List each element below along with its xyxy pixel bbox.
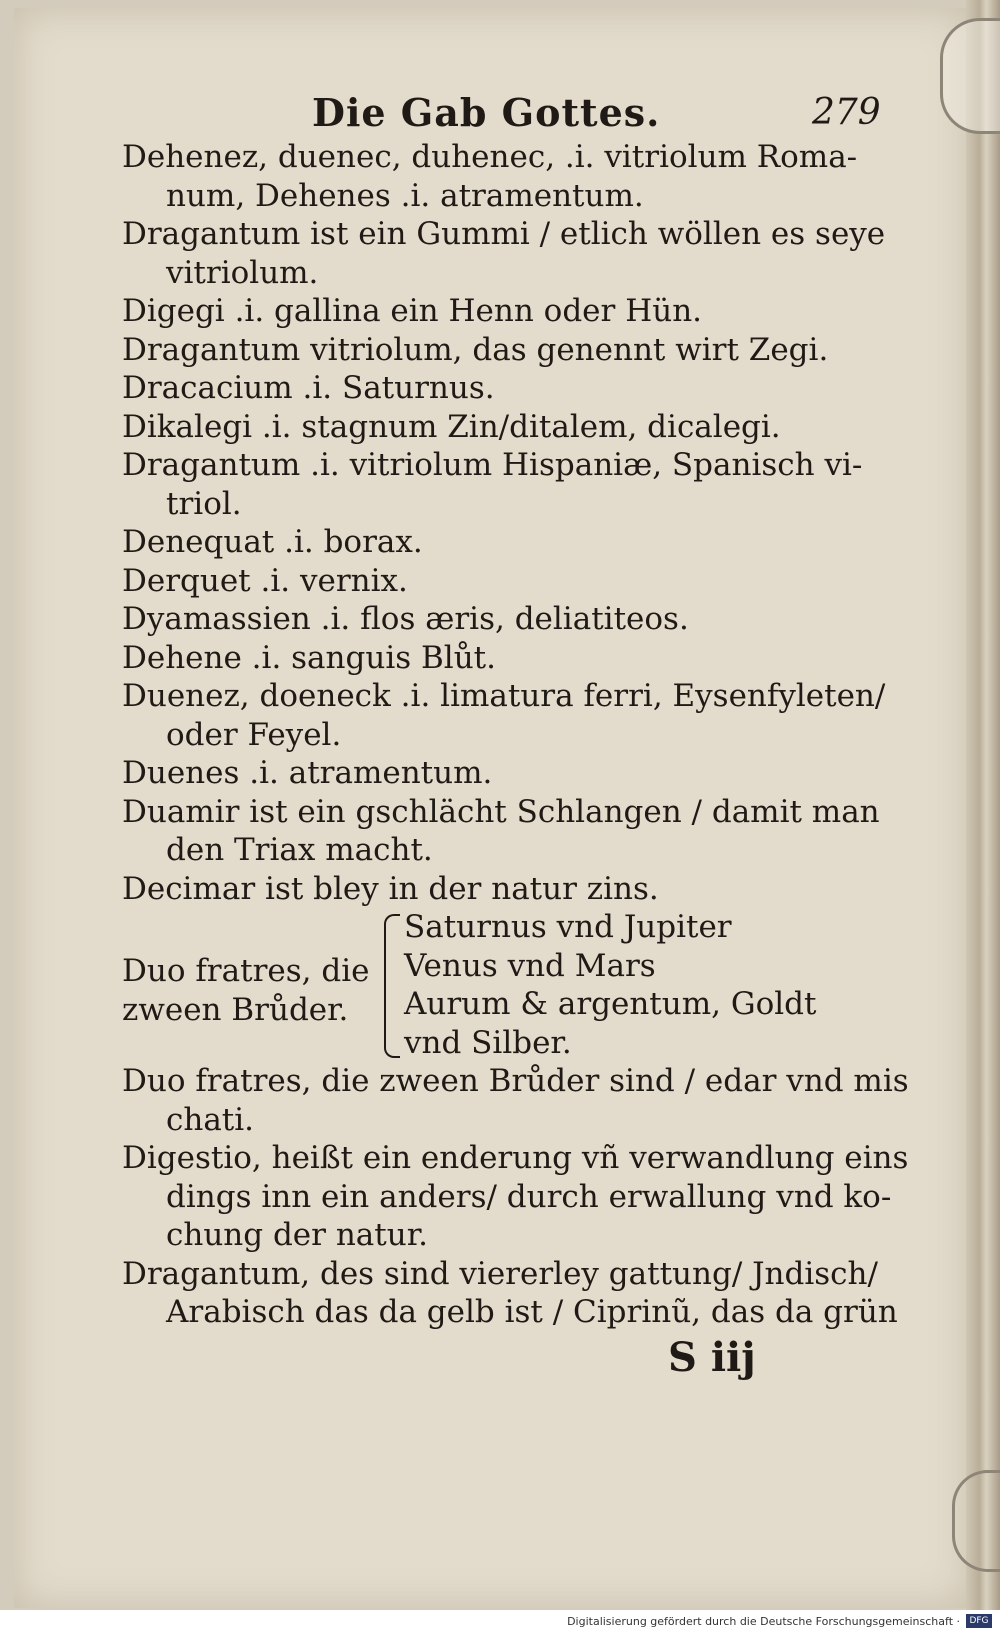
book-page <box>14 8 969 1608</box>
bracket-entry-definitions <box>404 908 816 1062</box>
bracket-term-line: Duo fratres, die <box>122 953 370 989</box>
footer-credit: Digitalisierung gefördert durch die Deutsche Forschungsgemeinschaft · <box>567 1615 960 1628</box>
bracket-definition-line: Aurum & argentum, Goldt <box>404 986 817 1022</box>
entry-line: oder Feyel. <box>166 716 342 753</box>
entry-line: Dikalegi .i. stagnum Zin/ditalem, dicalegi. <box>122 408 781 445</box>
entry-line: Dragantum, des sind viererley gattung/ Jndisch/ <box>122 1255 878 1292</box>
entries-list <box>122 138 909 1332</box>
curly-bracket <box>384 914 400 1058</box>
entry-line: Derquet .i. vernix. <box>122 562 408 599</box>
entry-line: chung der natur. <box>166 1217 428 1253</box>
entry-line: Denequat .i. borax. <box>122 524 423 560</box>
dfg-logo: DFG <box>966 1614 992 1628</box>
bracket-term-line: zween Brůder. <box>122 991 349 1028</box>
bracket-entry-term <box>122 952 369 1029</box>
entries-bottom <box>122 1062 909 1332</box>
footer-bar <box>0 1610 1000 1635</box>
entry-line: Arabisch das da gelb ist / Ciprinũ, das da grün <box>166 1294 898 1330</box>
entry-line: Duamir ist ein gschlächt Schlangen / damit man <box>122 793 880 830</box>
entry-line: Dragantum ist ein Gummi / etlich wöllen es seye <box>122 216 886 252</box>
entry-line: den Triax macht. <box>166 832 433 868</box>
entry-line: Dehene .i. sanguis Blůt. <box>122 639 496 676</box>
entry-line: Dracacium .i. Saturnus. <box>122 370 495 406</box>
entry-line: Duenez, doeneck .i. limatura ferri, Eysenfyleten/ <box>122 678 886 714</box>
entry-line: Duo fratres, die zween Brůder sind / edar vnd mis <box>122 1063 909 1099</box>
book-clip-top <box>940 18 1000 134</box>
entry-line: Digestio, heißt ein enderung vñ verwandlung eins <box>122 1140 909 1176</box>
entry-line: Dehenez, duenec, duhenec, .i. vitriolum Roma- <box>122 139 858 175</box>
bracket-definition-line: vnd Silber. <box>404 1024 572 1061</box>
page-number: 279 <box>812 92 881 133</box>
entry-line: dings inn ein anders/ durch erwallung vnd ko- <box>166 1178 892 1215</box>
entry-line: Digegi .i. gallina ein Henn oder Hün. <box>122 293 703 329</box>
entry-line: Duenes .i. atramentum. <box>122 755 493 791</box>
entry-line: triol. <box>166 485 242 522</box>
book-clip-bottom <box>952 1470 1000 1572</box>
entry-line: Decimar ist bley in der natur zins. <box>122 870 659 907</box>
entry-line: Dyamassien .i. flos æris, deliatiteos. <box>122 601 689 637</box>
signature-mark: S iij <box>668 1334 756 1381</box>
bracket-definition-line: Saturnus vnd Jupiter <box>404 909 732 945</box>
entry-line: chati. <box>166 1101 255 1138</box>
entry-line: Dragantum vitriolum, das genennt wirt Zegi. <box>122 331 829 368</box>
entry-line: vitriolum. <box>166 254 319 291</box>
bracket-entry <box>122 908 902 1062</box>
entry-line: num, Dehenes .i. atramentum. <box>166 177 644 214</box>
page-edge <box>966 0 1000 1610</box>
entry-line: Dragantum .i. vitriolum Hispaniæ, Spanisch vi- <box>122 447 863 483</box>
bracket-definition-line: Venus vnd Mars <box>404 947 656 984</box>
running-title: Die Gab Gottes. <box>312 90 661 135</box>
entries-top <box>122 138 902 908</box>
